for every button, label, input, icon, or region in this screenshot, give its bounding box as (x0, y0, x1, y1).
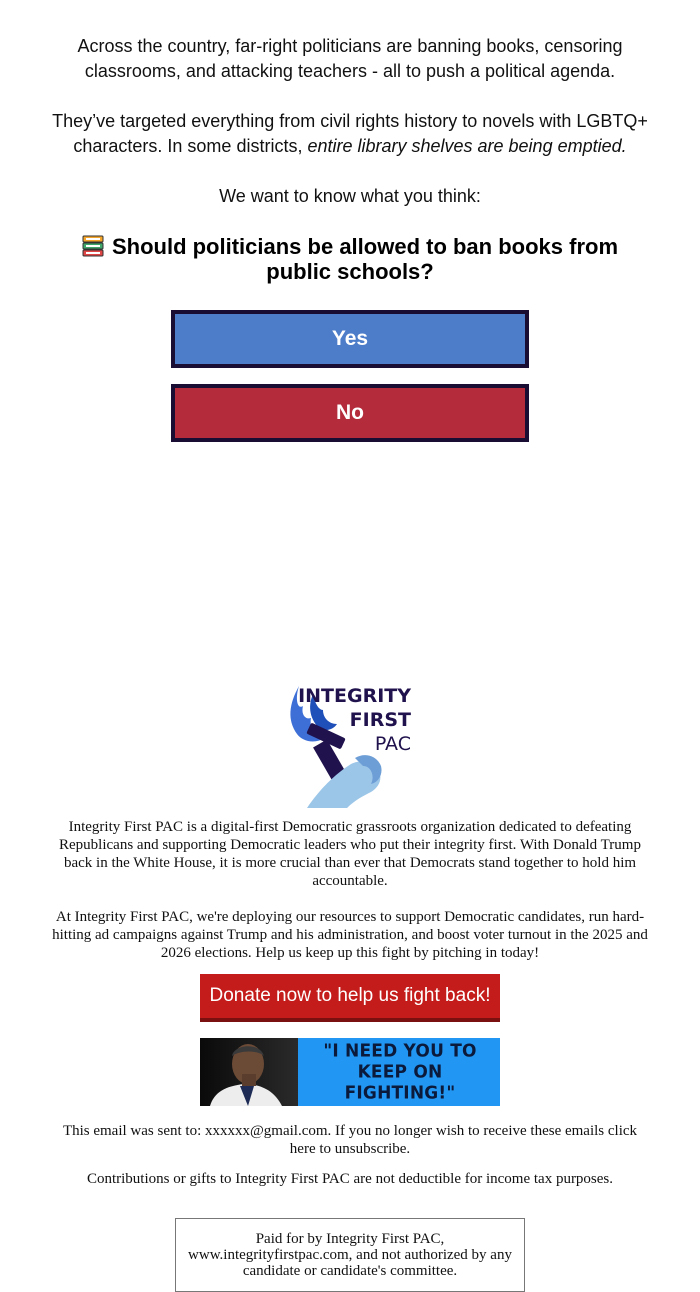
sent-notice (50, 1122, 650, 1158)
integrity-first-pac-logo (285, 680, 415, 808)
logo-text-line3: PAC (374, 733, 411, 755)
donate-button[interactable]: Donate now to help us fight back! (200, 974, 500, 1022)
no-button[interactable]: No (171, 384, 529, 442)
tax-disclaimer: Contributions or gifts to Integrity First PAC are not deductible for income tax purposes. (86, 1171, 614, 1187)
intro-prompt: We want to know what you think: (219, 186, 481, 206)
paid-for-box: Paid for by Integrity First PAC, www.integrityfirstpac.com, and not authorized by any candidate or candidate's committee. (175, 1218, 525, 1292)
portrait-photo (200, 1038, 298, 1106)
intro-paragraph-2-emphasis: entire library shelves are being emptied. (307, 136, 627, 156)
keep-fighting-banner[interactable] (200, 1038, 500, 1106)
intro-paragraph-1: Across the country, far-right politicians are banning books, censoring classrooms, and attacking teachers - all to push a political agenda. (77, 36, 623, 81)
about-paragraph-1: Integrity First PAC is a digital-first Democratic grassroots organization dedicated to defeating Republicans and supporting Democratic leaders who put their integrity first. With Donald Trump back in the White House, it is more crucial than ever that Democrats stand together to hold him accountable. (59, 819, 641, 889)
intro-paragraph-2-text: They’ve targeted everything from civil rights history to novels with LGBTQ+ characters. In some districts, (52, 111, 648, 156)
banner-quote: "I NEED YOU TO KEEP ON FIGHTING!" (323, 1040, 477, 1104)
unsubscribe-link[interactable]: click here to unsubscribe. (289, 1123, 638, 1157)
poll-question (60, 234, 640, 284)
logo-text-line2: FIRST (349, 709, 411, 731)
sent-notice-text: This email was sent to: xxxxxx@gmail.com. If you no longer wish to receive these emails (62, 1123, 608, 1139)
about-paragraph-2: At Integrity First PAC, we're deploying our resources to support Democratic candidates, run hard-hitting ad campaigns against Trump and his administration, and boost voter turnout in the 2025 and 2026 elections. Help us keep up this fight by pitching in today! (52, 909, 648, 961)
yes-button[interactable]: Yes (171, 310, 529, 368)
logo-text-line1: INTEGRITY (298, 685, 411, 707)
intro-paragraph-2 (40, 109, 660, 159)
books-icon (82, 235, 104, 257)
poll-question-text: Should politicians be allowed to ban books from public schools? (111, 234, 619, 284)
